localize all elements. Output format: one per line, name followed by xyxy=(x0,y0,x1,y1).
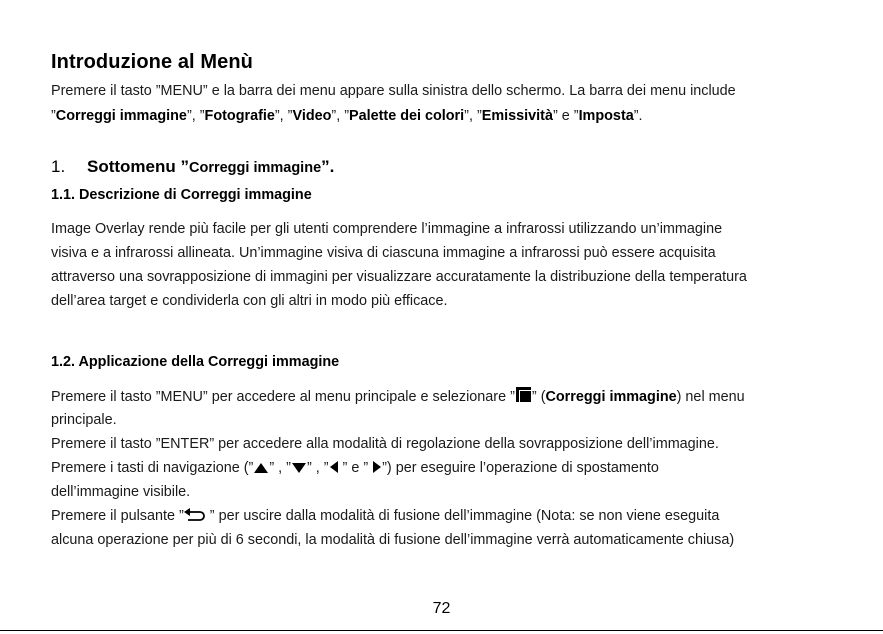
section-1-heading xyxy=(51,157,334,177)
intro-text: ”, ” xyxy=(464,108,482,124)
application-line-6 xyxy=(51,506,719,528)
application-line-5: dell’immagine visibile. xyxy=(51,484,191,500)
description-line: dell’area target e condividerla con gli altri in modo più efficace. xyxy=(51,293,448,309)
application-text: ” per uscire dalla modalità di fusione dell’immagine (Nota: se non viene eseguita xyxy=(205,508,720,524)
section-label: Sottomenu ” xyxy=(87,157,189,176)
triangle-up-icon xyxy=(253,460,269,480)
triangle-left-icon xyxy=(329,460,339,480)
section-label-small: Correggi immagine xyxy=(189,160,322,176)
application-text: ” e ” xyxy=(338,460,373,476)
page-number: 72 xyxy=(432,600,451,617)
application-text: ” , ” xyxy=(269,460,291,476)
subsection-1-2-heading: 1.2. Applicazione della Correggi immagine xyxy=(51,354,340,370)
application-text: Premere il tasto ”MENU” per accedere al menu principale e selezionare ” xyxy=(51,389,515,405)
triangle-right-icon xyxy=(372,460,382,480)
application-text: ” ( xyxy=(531,389,546,405)
application-line-3: Premere il tasto ”ENTER” per accedere alla modalità di regolazione della sovrapposizione dell’immagine. xyxy=(51,436,719,452)
intro-text: ” e ” xyxy=(552,108,579,124)
intro-text: ” xyxy=(51,108,56,124)
application-text: ) nel menu xyxy=(676,389,745,405)
image-overlay-icon xyxy=(515,386,532,409)
section-number: 1. xyxy=(51,157,66,176)
menu-item-palette: Palette dei colori xyxy=(349,108,465,124)
description-line: attraverso una sovrapposizione di immagini per visualizzare accuratamente la distribuzione della temperatura xyxy=(51,269,747,285)
application-text: ” , ” xyxy=(306,460,329,476)
intro-line-1: Premere il tasto ”MENU” e la barra dei menu appare sulla sinistra dello schermo. La barra dei menu include xyxy=(51,83,736,99)
application-line-7: alcuna operazione per più di 6 secondi, la modalità di fusione dell’immagine verrà automaticamente chiusa) xyxy=(51,532,735,548)
subsection-1-1-heading: 1.1. Descrizione di Correggi immagine xyxy=(51,187,312,203)
application-text: ”) per eseguire l’operazione di spostamento xyxy=(382,460,659,476)
application-line-1 xyxy=(51,386,745,409)
menu-item-imposta: Imposta xyxy=(578,108,634,124)
application-text: Premere il pulsante ” xyxy=(51,508,184,524)
application-line-4 xyxy=(51,458,659,480)
description-line: Image Overlay rende più facile per gli utenti comprendere l’immagine a infrarossi utilizzando un’immagine xyxy=(51,221,723,237)
triangle-down-icon xyxy=(291,460,307,480)
menu-item-video: Video xyxy=(292,108,332,124)
application-line-2: principale. xyxy=(51,412,117,428)
menu-item-fotografie: Fotografie xyxy=(204,108,275,124)
description-line: visiva e a infrarossi allineata. Un’immagine visiva di ciascuna immagine a infrarossi può essere acquisita xyxy=(51,245,716,261)
correggi-immagine-label: Correggi immagine xyxy=(545,389,677,405)
intro-text: ”, ” xyxy=(186,108,205,124)
back-arrow-icon xyxy=(184,508,206,528)
intro-text: ”, ” xyxy=(274,108,293,124)
page-title: Introduzione al Menù xyxy=(51,51,253,73)
menu-item-emissivita: Emissività xyxy=(481,108,553,124)
footer-divider xyxy=(0,630,883,631)
menu-item-correggi: Correggi immagine xyxy=(55,108,187,124)
section-label-end: ”. xyxy=(321,157,335,176)
intro-line-2 xyxy=(51,106,643,126)
intro-text: ”, ” xyxy=(331,108,349,124)
application-text: Premere i tasti di navigazione (” xyxy=(51,460,254,476)
intro-text: ”. xyxy=(633,108,643,124)
